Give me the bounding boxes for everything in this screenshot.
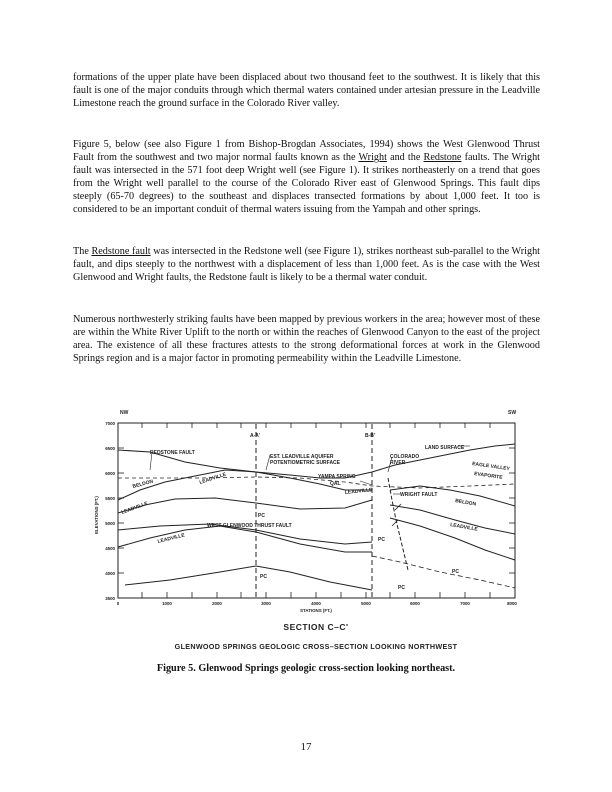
section-title: SECTION C–C' [283,622,349,632]
x-tick-6000: 6000 [410,601,420,606]
top-ticks [142,423,490,428]
side-ticks [118,448,515,573]
y-tick-labels [105,421,115,601]
aquifer-label-2: POTENTIOMETRIC SURFACE [270,460,341,466]
bottom-ticks [142,592,490,598]
pc-label-2: PC [260,574,267,580]
y-tick-5000: 5000 [105,521,115,526]
x-axis-label: STATIONS (FT.) [300,608,332,613]
x-tick-7000: 7000 [460,601,470,606]
figure-caption: Figure 5. Glenwood Springs geologic cross-section looking northeast. [156,663,456,674]
section-a-label: A-A' [250,433,261,439]
y-tick-6000: 6000 [105,471,115,476]
paragraph-3-text-a: The [73,246,92,257]
paragraph-4: Numerous northwesterly striking faults have been mapped by previous workers in the area; however most of these are within the White River Uplift to the north or within the reaches of Glenwood Canyon to the east of the project area. The existence of all these fractures attests to the strong deformational forces at work in the Glenwood Springs region and is a major factor in promoting permeability within the Leadville Limestone. [73,314,540,365]
leadville-top-label: LEADVILLE [198,471,228,486]
paragraph-2-text-a: Figure 5, below (see also Figure 1 from Bishop-Brogdan Associates, 1994) shows the West Glenwood Thrust Fault from the southwest and two major normal faults known as the [73,139,540,164]
pc-label-4: PC [452,569,459,575]
eagle-valley-label: EAGLE VALLEY [471,461,511,473]
pc-label-3: PC [378,537,385,543]
land-surface-label: LAND SURFACE [425,445,465,451]
y-tick-3500: 3500 [105,596,115,601]
beldon-right-label: BELDON [454,498,477,508]
colorado-label: COLORADO [390,454,420,460]
page-number: 17 [300,741,312,753]
potentiometric-surface [118,477,515,488]
nw-label: NW [120,410,129,416]
leadville-lower-label: LEADVILLE [157,532,186,545]
wright-underlined: Wright [358,152,387,164]
x-tick-1000: 1000 [162,601,172,606]
redstone-underlined: Redstone [423,152,462,164]
yampa-spring-label: YAMPA SPRING [318,474,356,480]
pc-label-1: PC [258,513,265,519]
pc-label-5: PC [398,585,405,591]
x-tick-5000: 5000 [361,601,371,606]
sw-label: SW [508,410,517,416]
x-tick-3000: 3000 [261,601,271,606]
aquifer-label-1: EST. LEADVILLE AQUIFER [270,454,334,460]
x-tick-2000: 2000 [212,601,222,606]
right-leadville-top [390,505,515,534]
x-tick-4000: 4000 [311,601,321,606]
wright-fault-label: WRIGHT FAULT [400,492,438,498]
evaporite-label: EVAPORITE [473,471,503,481]
x-tick-8000: 8000 [507,601,517,606]
river-label: RIVER [390,460,406,466]
paragraph-3-text-b: was intersected in the Redstone well (see Figure 1), strikes northeast sub-parallel to the Wright fault, and dips steeply to the northwest with a displacement of less than 1,000 feet. As is the case with the West Glenwood and Wright faults, the Redstone fault is likely to be a thermal water conduit. [73,246,541,284]
y-tick-7000: 7000 [105,421,115,426]
leadville-right-label: LEADVILLE [449,522,479,533]
section-b-label: B-B' [365,433,376,439]
figure-subtitle: GLENWOOD SPRINGS GEOLOGIC CROSS–SECTION LOOKING NORTHWEST [174,642,458,651]
beldon-left-label: BELDON [131,478,154,490]
redstone-fault-underlined: Redstone fault [91,246,151,257]
x-tick-0: 0 [116,601,120,606]
pc-lower-line [125,566,372,590]
figure-labels [121,445,511,591]
paragraph-2-text-b: and the [386,152,424,164]
y-axis-label: ELEVATIONS (FT.) [94,496,99,534]
thrust-fault-label: WEST GLENWOOD THRUST FAULT [207,523,292,529]
paragraph-1: formations of the upper plate have been displaced about two thousand feet to the southwest. It is likely that this fault is one of the major conduits through which thermal waters contained under artesian pressure in the Leadville Limestone reach the ground surface in the Colorado River valley. [73,72,540,110]
leadville-base-line [118,498,372,513]
x-tick-labels [117,601,518,606]
y-tick-4500: 4500 [105,546,115,551]
y-tick-5500: 5500 [105,496,115,501]
qal-label: QAL [330,481,341,487]
redstone-fault-label: REDSTONE FAULT [150,450,195,456]
leadville-left-label: LEADVILLE [120,500,149,516]
leadville-mid-label: LEADVILLE [344,487,373,496]
right-dashed-line [372,556,515,588]
paragraph-2-text-c: faults. The Wright fault was intersected in the 571 foot deep Wright well (see Figure 1). It strikes northeasterly on a trend that goes from the Wright well parallel to the course of the Colorado River east of Glenwood Springs. This fault dips steeply (65-70 degrees) to the southeast and displaces transected formations by about 1,000 feet. It too is considered to be an important conduit of thermal waters issuing from the Yampah and other springs. [73,152,540,216]
y-tick-4000: 4000 [105,571,115,576]
y-tick-6500: 6500 [105,446,115,451]
